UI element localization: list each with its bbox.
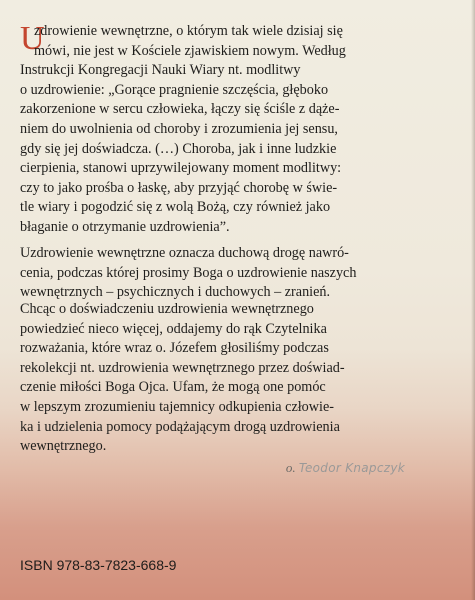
isbn-number: ISBN 978-83-7823-668-9 [20,557,177,573]
text-line: ka i udzielenia pomocy podążającym drogą uzdrowienia [20,418,340,435]
text-line: o uzdrowienie: „Gorące pragnienie szczęścia, głęboko [20,81,329,98]
text-line: powiedzieć nieco więcej, oddajemy do rąk Czytelnika [20,320,327,337]
text-line: w lepszym zrozumieniu tajemnicy odkupienia człowie- [20,398,334,415]
text-line: zdrowienie wewnętrzne, o którym tak wiele dzisiaj się [34,23,343,39]
text-line: cenia, podczas której prosimy Boga o uzdrowienie naszych [20,264,357,281]
text-line: gdy się jej doświadcza. (…) Choroba, jak i inne ludzkie [20,140,337,157]
text-line: niem do uwolnienia od choroby i zrozumienia jej sensu, [20,120,338,137]
author-signature [286,460,405,476]
text-line: Chcąc o doświadczeniu uzdrowienia wewnętrznego [20,301,314,317]
signature-prefix: o. [285,460,296,475]
drop-cap-initial: U [20,20,45,57]
text-line: rozważania, które wraz o. Józefem głosiliśmy podczas [20,340,329,357]
text-line: błaganie o otrzymanie uzdrowienia”. [20,218,230,235]
intro-paragraph [20,22,450,238]
cover-edge-shadow [471,0,475,600]
text-line: czy to jako prośba o łaskę, aby przyjąć chorobę w świe- [20,179,338,196]
text-line: wewnętrznego. [20,438,107,455]
text-line: czenie miłości Boga Ojca. Ufam, że mogą one pomóc [20,379,326,396]
text-line: tle wiary i pogodzić się z wolą Bożą, czy również jako [20,199,331,216]
text-line: rekolekcji nt. uzdrowienia wewnętrznego przez doświad- [20,359,345,376]
text-line: cierpienia, stanowi uprzywilejowany moment modlitwy: [20,160,342,177]
text-line: mówi, nie jest w Kościele zjawiskiem nowym. Według [34,42,346,59]
text-line: wewnętrznych – psychicznych i duchowych – zranień. [20,284,331,301]
signature-author: Teodor Knapczyk [298,461,405,475]
closing-paragraph [20,300,450,457]
definition-paragraph [20,244,450,303]
text-line: zakorzenione w sercu człowieka, łączy się ściśle z dąże- [20,101,340,118]
text-line: Instrukcji Kongregacji Nauki Wiary nt. modlitwy [20,62,301,79]
text-line: Uzdrowienie wewnętrzne oznacza duchową drogę nawró- [20,245,349,261]
